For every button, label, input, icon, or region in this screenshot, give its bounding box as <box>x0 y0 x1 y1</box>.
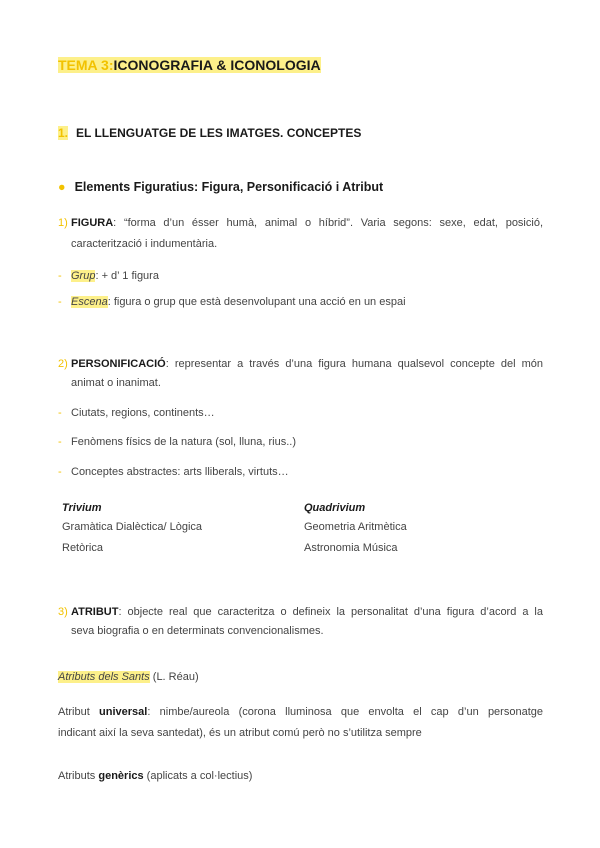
dash-marker: - <box>58 466 62 478</box>
dash-marker: - <box>58 270 62 282</box>
list-item: Ciutats, regions, continents… <box>71 407 215 419</box>
section-number: 1. <box>58 126 69 140</box>
quadrivium-row: Geometria Aritmètica <box>304 521 407 533</box>
universal-term: universal <box>99 706 148 718</box>
figura-term: FIGURA <box>71 217 114 229</box>
personificacio-line2: animat o inanimat. <box>71 377 161 389</box>
generics-term: genèrics <box>98 770 144 782</box>
dash-marker: - <box>58 407 62 419</box>
title-text: ICONOGRAFIA & ICONOLOGIA <box>113 57 321 73</box>
page-title <box>58 57 321 73</box>
figura-line1: FIGURA: “forma d’un ésser humà, animal o híbrid”. Varia segons: sexe, edat, posició, <box>71 217 543 229</box>
universal-line1: Atribut universal: nimbe/aureola (corona lluminosa que envolta el cap d’un personatge <box>58 706 543 718</box>
grup-term: Grup <box>71 270 96 282</box>
dash-marker: - <box>58 296 62 308</box>
quadrivium-row: Astronomia Música <box>304 542 398 554</box>
generics-line: Atributs genèrics (aplicats a col·lectius) <box>58 770 253 782</box>
universal-line2: indicant així la seva santedat), és un atribut comú però no s’utilitza sempre <box>58 727 422 739</box>
trivium-heading: Trivium <box>62 502 102 514</box>
subheading-text: Elements Figuratius: Figura, Personificació i Atribut <box>74 180 384 194</box>
escena-line: Escena: figura o grup que està desenvolupant una acció en un espai <box>71 296 406 308</box>
atributs-sants-term: Atributs dels Sants <box>58 671 150 683</box>
title-prefix: TEMA 3: <box>58 57 114 73</box>
dash-marker: - <box>58 436 62 448</box>
bullet-icon: ● <box>58 180 66 194</box>
section-heading-text: EL LLENGUATGE DE LES IMATGES. CONCEPTES <box>76 126 362 140</box>
grup-line: Grup: + d’ 1 figura <box>71 270 159 282</box>
escena-term: Escena <box>71 296 108 308</box>
trivium-row: Retòrica <box>62 542 103 554</box>
list-number: 1) <box>58 217 68 229</box>
quadrivium-heading: Quadrivium <box>304 502 366 514</box>
atribut-line2: seva biografia o en determinats convencionalismes. <box>71 625 324 637</box>
personificacio-line1: PERSONIFICACIÓ: representar a través d’una figura humana qualsevol concepte del món <box>71 358 543 370</box>
atribut-line1: ATRIBUT: objecte real que caracteritza o defineix la personalitat d’una figura d’acord a la <box>71 606 543 618</box>
list-number: 2) <box>58 358 68 370</box>
atribut-term: ATRIBUT <box>71 606 119 618</box>
personificacio-term: PERSONIFICACIÓ <box>71 358 166 370</box>
list-item: Conceptes abstractes: arts lliberals, virtuts… <box>71 466 289 478</box>
list-number: 3) <box>58 606 68 618</box>
figura-line2: caracterització i indumentària. <box>71 238 218 250</box>
section-heading <box>58 126 361 140</box>
subheading <box>58 180 383 194</box>
list-item: Fenòmens físics de la natura (sol, lluna, rius..) <box>71 436 296 448</box>
trivium-row: Gramàtica Dialèctica/ Lògica <box>62 521 203 533</box>
atributs-sants-line: Atributs dels Sants (L. Réau) <box>58 671 199 683</box>
